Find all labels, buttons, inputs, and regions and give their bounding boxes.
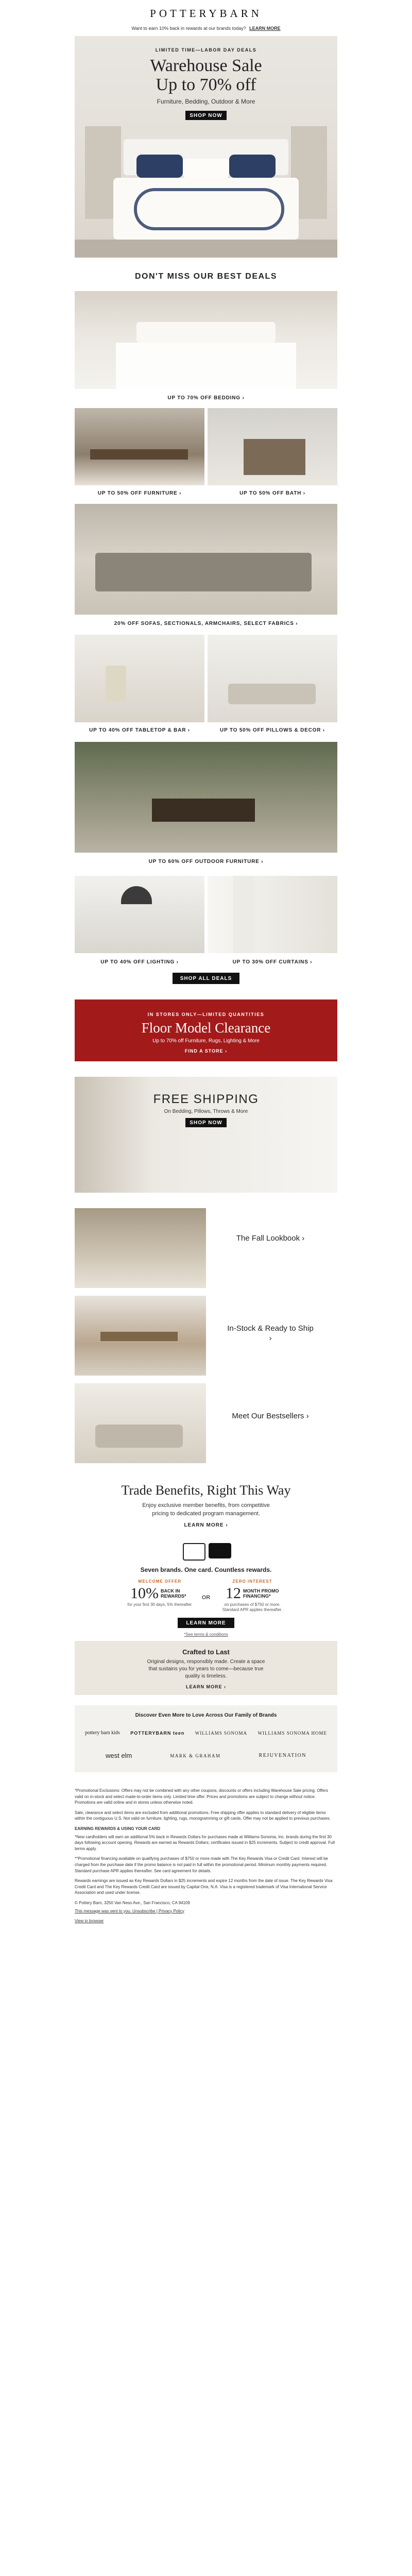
feature-lookbook-image[interactable] [75, 1208, 206, 1288]
deal-bedding-link[interactable]: UP TO 70% OFF BEDDING › [167, 395, 245, 401]
hero-kicker: LIMITED TIME—LABOR DAY DEALS [155, 47, 257, 53]
deal-sofas-image[interactable] [75, 504, 337, 615]
crafted-banner[interactable] [75, 1641, 337, 1695]
bestsellers-sofa [95, 1425, 183, 1448]
key-terms-link[interactable]: *See terms & conditions [184, 1632, 228, 1637]
hero-pillow-center [183, 159, 229, 178]
key-zero-label: ZERO INTEREST [232, 1579, 272, 1584]
legal-unsubscribe-link[interactable]: This message was sent to you. Unsubscribe | Privacy Policy [75, 1908, 184, 1913]
sofa-shape [95, 553, 312, 591]
hero-pillow-right [229, 155, 276, 178]
brand-rejuvenation[interactable]: REJUVENATION [259, 1753, 306, 1758]
deal-tabletop-link[interactable]: UP TO 40% OFF TABLETOP & BAR › [89, 727, 190, 733]
deal-furniture-link[interactable]: UP TO 50% OFF FURNITURE › [97, 490, 182, 496]
shop-all-deals-button[interactable]: SHOP ALL DEALS [173, 973, 239, 984]
deal-outdoor-image[interactable] [75, 742, 337, 853]
deal-tabletop-image[interactable] [75, 635, 204, 722]
deal-sofas-link[interactable]: 20% OFF SOFAS, SECTIONALS, ARMCHAIRS, SELECT FABRICS › [114, 621, 298, 626]
hero-subtitle: Furniture, Bedding, Outdoor & More [157, 98, 255, 105]
hero-pillow-left [136, 155, 183, 178]
crafted-learn-more-link[interactable]: LEARN MORE › [186, 1684, 226, 1689]
key-welcome-label: WELCOME OFFER [138, 1579, 182, 1584]
hero-title-line1: Warehouse Sale [150, 56, 262, 75]
key-learn-more-button[interactable]: LEARN MORE [178, 1618, 234, 1628]
trade-body: Enjoy exclusive member benefits, from competitive pricing to dedicated program management. [142, 1502, 270, 1517]
key-welcome-unit: BACK IN REWARDS* [161, 1588, 186, 1599]
legal-issuer: Rewards earnings are issued as Key Rewards Dollars in $25 increments and expire 12 months from the date of issue. The Key Rewards Visa Credit Card and The Key Rewards Credit Card are issued by Capital One, N.A. Visa is a registered trademark of Visa International Service Association and used under license. [75, 1878, 333, 1895]
outdoor-table [152, 799, 255, 822]
key-or-divider: OR [201, 1595, 211, 1601]
brand-logo[interactable]: POTTERYBARN [150, 7, 262, 20]
deal-curtains-image[interactable] [208, 876, 337, 953]
clearance-banner[interactable] [75, 999, 337, 1061]
brand-pottery-barn-kids[interactable]: pottery barn kids [85, 1730, 120, 1736]
hero-banner[interactable] [75, 36, 337, 258]
rewards-learn-more-link[interactable]: LEARN MORE [249, 26, 281, 31]
key-zero-interest [219, 1579, 286, 1613]
hero-floor-rug [75, 240, 337, 258]
deal-curtains-link[interactable]: UP TO 30% OFF CURTAINS › [232, 959, 313, 965]
key-headline: Seven brands. One card. Countless rewards. [140, 1566, 272, 1573]
key-zero-note: on purchases of $750 or more. Standard APR applies thereafter. [222, 1602, 283, 1613]
rewards-promo-text: Want to earn 10% back in rewards at our brands today? [131, 26, 246, 31]
deal-pillows-image[interactable] [208, 635, 337, 722]
brand-mark-and-graham[interactable]: MARK & GRAHAM [170, 1753, 221, 1758]
bath-vanity [244, 439, 305, 475]
deal-furniture-image[interactable] [75, 408, 204, 485]
hero-shop-now-button[interactable]: SHOP NOW [185, 111, 227, 120]
clearance-title: Floor Model Clearance [141, 1020, 271, 1036]
legal-exclusions: *Promotional Exclusions: Offers may not be combined with any other coupons, discounts or offers including Warehouse Sale pricing. Offers valid on in-stock and select made-to-order items only. Limited time offer. Prices and promotions are subject to change without notice. Promotions are valid online and in stores unless otherwise noted. [75, 1788, 328, 1805]
deal-lighting-image[interactable] [75, 876, 204, 953]
feature-bestsellers-image[interactable] [75, 1383, 206, 1463]
key-welcome-row [126, 1585, 193, 1602]
bedding-pillows [136, 322, 276, 343]
legal-key-heading: EARNING REWARDS & USING YOUR CARD [75, 1826, 161, 1831]
trade-title: Trade Benefits, Right This Way [121, 1483, 291, 1498]
legal-section [75, 1788, 337, 1924]
deal-bath-image[interactable] [208, 408, 337, 485]
feature-in-stock-link[interactable]: In-Stock & Ready to Ship › [227, 1324, 314, 1343]
key-card-icon [209, 1543, 231, 1558]
view-in-browser-link[interactable]: View in browser [75, 1919, 104, 1924]
key-zero-big: 12 [226, 1585, 241, 1602]
brands-row-1 [85, 1730, 327, 1736]
crafted-body: Original designs, responsibly made. Create a space that sustains you for years to come—because true quality is timeless. [147, 1659, 265, 1679]
brands-heading: Discover Even More to Love Across Our Family of Brands [135, 1713, 277, 1718]
hero-duvet-pattern [134, 188, 284, 230]
in-stock-table [100, 1332, 178, 1341]
deal-lighting-link[interactable]: UP TO 40% OFF LIGHTING › [100, 959, 179, 965]
clearance-find-store-link[interactable]: FIND A STORE › [184, 1048, 228, 1054]
deals-heading: DON'T MISS OUR BEST DEALS [135, 272, 277, 281]
clearance-kicker: IN STORES ONLY—LIMITED QUANTITIES [147, 1012, 265, 1017]
brands-row-2 [106, 1752, 306, 1759]
rewards-promo-line [0, 26, 412, 31]
key-zero-row [219, 1585, 286, 1602]
shipping-title: FREE SHIPPING [153, 1092, 259, 1106]
brand-williams-sonoma-home[interactable]: WILLIAMS SONOMA HOME [258, 1730, 327, 1736]
brand-west-elm[interactable]: west elm [106, 1752, 132, 1759]
deal-bath-link[interactable]: UP TO 50% OFF BATH › [239, 490, 305, 496]
legal-address: © Pottery Barn, 3250 Van Ness Ave., San Francisco, CA 94109 [75, 1900, 190, 1905]
lighting-pendant [121, 886, 152, 904]
trade-learn-more-link[interactable]: LEARN MORE › [184, 1522, 228, 1528]
hero-duvet [113, 178, 299, 240]
key-welcome-offer [126, 1579, 193, 1607]
feature-in-stock-image[interactable] [75, 1296, 206, 1376]
key-welcome-big: 10% [130, 1585, 159, 1602]
shipping-subtitle: On Bedding, Pillows, Throws & More [164, 1109, 248, 1114]
brand-williams-sonoma[interactable]: WILLIAMS SONOMA [195, 1730, 248, 1736]
clearance-subtitle: Up to 70% off Furniture, Rugs, Lighting & More [152, 1038, 260, 1044]
curtain-panel [233, 876, 254, 953]
feature-bestsellers-link[interactable]: Meet Our Bestsellers › [232, 1412, 309, 1420]
brand-pottery-barn-teen[interactable]: POTTERYBARN teen [130, 1730, 185, 1736]
tabletop-glass [106, 666, 126, 702]
free-shipping-banner[interactable] [75, 1077, 337, 1193]
deal-bedding-image[interactable] [75, 291, 337, 389]
hero-title-line2: Up to 70% off [156, 75, 256, 94]
furniture-table-top [90, 449, 188, 460]
bedding-duvet [116, 343, 296, 389]
key-zero-unit: MONTH PROMO FINANCING* [243, 1588, 279, 1599]
key-welcome-note: for your first 30 days, 5% thereafter [127, 1602, 192, 1607]
crafted-title: Crafted to Last [182, 1648, 230, 1656]
feature-lookbook-link[interactable]: The Fall Lookbook › [236, 1234, 305, 1243]
brands-section [75, 1705, 337, 1772]
key-logo-icon [183, 1543, 205, 1561]
pillows-bench [228, 684, 316, 704]
legal-shipping: Sale, clearance and select items are excluded from additional promotions. Free shipping offer applies to standard delivery of eligible items within the contiguous U.S. Not valid on furniture, lighting, rugs, monogramming or gift cards. Offer may not be applied to previous purchases. [75, 1810, 331, 1821]
legal-financing: **Promotional financing available on qualifying purchases of $750 or more made with The Key Rewards Visa or Credit Card. Interest will be charged from the purchase date if the promo balance is not paid in full within the promotional period. Minimum monthly payments required. Standard purchase APR applies thereafter. See card agreement for details. [75, 1856, 328, 1873]
deal-pillows-link[interactable]: UP TO 50% OFF PILLOWS & DECOR › [220, 727, 325, 733]
legal-rewards: *New cardholders will earn an additional 5% back in Rewards Dollars for purchases made at Williams-Sonoma, Inc. brands during the first 30 days following account opening. Rewards are earned as Rewards Dollars; certificates issued in $25 increments. Subject to credit approval. Full terms apply. [75, 1834, 335, 1851]
shipping-shop-now-button[interactable]: SHOP NOW [185, 1118, 227, 1127]
deal-outdoor-link[interactable]: UP TO 60% OFF OUTDOOR FURNITURE › [148, 859, 264, 865]
